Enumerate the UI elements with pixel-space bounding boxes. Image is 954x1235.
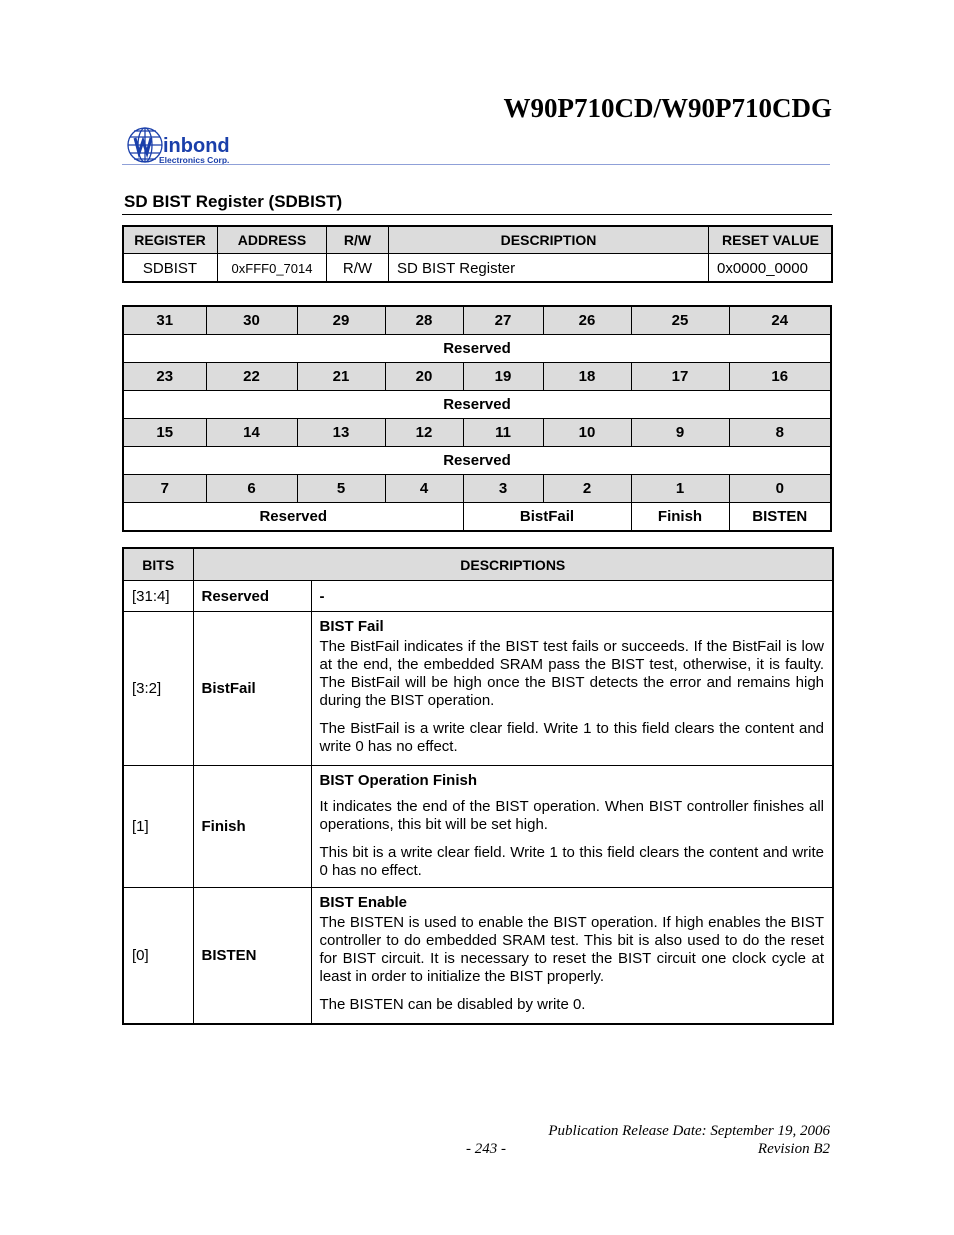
table-row bbox=[123, 581, 833, 612]
field-name: Finish bbox=[193, 766, 311, 888]
bit-number: 14 bbox=[206, 419, 297, 447]
bit-number: 4 bbox=[385, 475, 463, 503]
section-title: SD BIST Register (SDBIST) bbox=[124, 192, 343, 211]
bit-range: [0] bbox=[123, 888, 193, 1024]
column-header-rw: R/W bbox=[327, 226, 389, 254]
bit-number: 2 bbox=[543, 475, 631, 503]
bisten-field: BISTEN bbox=[729, 503, 831, 532]
svg-text:Electronics Corp.: Electronics Corp. bbox=[159, 155, 230, 165]
bit-number: 19 bbox=[463, 363, 543, 391]
description-paragraph: This bit is a write clear field. Write 1 to this field clears the content and write 0 has no effect. bbox=[319, 844, 825, 879]
bit-number-row bbox=[123, 419, 831, 447]
register-address: 0xFFF0_7014 bbox=[218, 254, 327, 283]
bit-number: 26 bbox=[543, 306, 631, 335]
register-description: SD BIST Register bbox=[389, 254, 709, 283]
bit-number: 6 bbox=[206, 475, 297, 503]
field-row bbox=[123, 447, 831, 475]
bit-number: 13 bbox=[297, 419, 385, 447]
revision-label: Revision B2 bbox=[757, 1141, 830, 1157]
bit-number: 9 bbox=[631, 419, 729, 447]
section-divider bbox=[122, 214, 832, 215]
column-header-descriptions: DESCRIPTIONS bbox=[193, 548, 833, 581]
bit-number: 28 bbox=[385, 306, 463, 335]
description-heading: BIST Fail bbox=[319, 618, 384, 635]
field-row bbox=[123, 391, 831, 419]
bit-number: 8 bbox=[729, 419, 831, 447]
bit-map-table bbox=[122, 305, 832, 532]
column-header-address: ADDRESS bbox=[218, 226, 327, 254]
bit-number: 27 bbox=[463, 306, 543, 335]
bit-number: 30 bbox=[206, 306, 297, 335]
register-name: SDBIST bbox=[123, 254, 218, 283]
bit-number: 5 bbox=[297, 475, 385, 503]
table-row bbox=[123, 766, 833, 888]
bit-number: 0 bbox=[729, 475, 831, 503]
reserved-field: Reserved bbox=[123, 447, 831, 475]
column-header-reset-value: RESET VALUE bbox=[709, 226, 833, 254]
description-heading: BIST Enable bbox=[319, 894, 408, 911]
field-name: BISTEN bbox=[193, 888, 311, 1024]
reserved-field: Reserved bbox=[123, 503, 463, 532]
field-description bbox=[311, 766, 833, 888]
description-paragraph: The BistFail is a write clear field. Write 1 to this field clears the content and write 0 has no effect. bbox=[319, 720, 825, 755]
reserved-field: Reserved bbox=[123, 335, 831, 363]
bit-number: 12 bbox=[385, 419, 463, 447]
bit-number: 22 bbox=[206, 363, 297, 391]
description-heading: BIST Operation Finish bbox=[319, 772, 478, 789]
bit-number: 20 bbox=[385, 363, 463, 391]
field-row bbox=[123, 503, 831, 532]
bit-number: 10 bbox=[543, 419, 631, 447]
table-row bbox=[123, 612, 833, 766]
table-row bbox=[123, 254, 833, 283]
bit-number: 18 bbox=[543, 363, 631, 391]
bit-number: 31 bbox=[123, 306, 206, 335]
bit-number: 11 bbox=[463, 419, 543, 447]
bit-number-row bbox=[123, 306, 831, 335]
bit-number: 29 bbox=[297, 306, 385, 335]
bit-number: 1 bbox=[631, 475, 729, 503]
bit-number-row bbox=[123, 475, 831, 503]
register-summary-table bbox=[122, 225, 833, 283]
column-header-bits: BITS bbox=[123, 548, 193, 581]
column-header-description: DESCRIPTION bbox=[389, 226, 709, 254]
field-name: BistFail bbox=[193, 612, 311, 766]
page-number: - 243 - bbox=[466, 1141, 506, 1157]
bit-number: 15 bbox=[123, 419, 206, 447]
bit-number: 24 bbox=[729, 306, 831, 335]
bit-description-table bbox=[122, 547, 834, 1025]
column-header-register: REGISTER bbox=[123, 226, 218, 254]
bit-number: 17 bbox=[631, 363, 729, 391]
finish-field: Finish bbox=[631, 503, 729, 532]
field-name: Reserved bbox=[193, 581, 311, 612]
field-description: - bbox=[311, 581, 833, 612]
document-title: W90P710CD/W90P710CDG bbox=[503, 93, 832, 123]
winbond-logo bbox=[127, 125, 252, 167]
register-access: R/W bbox=[327, 254, 389, 283]
description-paragraph: The BistFail indicates if the BIST test fails or succeeds. If the BistFail is low at the end, the embedded SRAM pass the BIST test, otherwise, it is faulty. The BistFail will be high once the BIST detects the error and remains high during the BIST operation. bbox=[319, 638, 825, 709]
field-description bbox=[311, 612, 833, 766]
description-paragraph: It indicates the end of the BIST operation. When BIST controller finishes all operations, this bit will be set high. bbox=[319, 798, 825, 833]
description-paragraph: The BISTEN can be disabled by write 0. bbox=[319, 996, 586, 1013]
description-paragraph: The BISTEN is used to enable the BIST operation. If high enables the BIST controller to do embedded SRAM test. This bit is also used to do the reset for BIST circuit. It is necessary to reset the BIST circuit one clock cycle at least in order to initialize the BIST properly. bbox=[319, 914, 825, 985]
bit-number-row bbox=[123, 363, 831, 391]
bit-number: 3 bbox=[463, 475, 543, 503]
bit-number: 7 bbox=[123, 475, 206, 503]
bit-number: 23 bbox=[123, 363, 206, 391]
bit-range: [3:2] bbox=[123, 612, 193, 766]
svg-text:inbond: inbond bbox=[163, 135, 230, 157]
table-row bbox=[123, 888, 833, 1024]
publication-release-date: Publication Release Date: September 19, 2006 bbox=[548, 1123, 830, 1139]
register-reset-value: 0x0000_0000 bbox=[709, 254, 833, 283]
bit-number: 25 bbox=[631, 306, 729, 335]
header-divider bbox=[122, 164, 830, 165]
bit-number: 16 bbox=[729, 363, 831, 391]
bit-range: [31:4] bbox=[123, 581, 193, 612]
field-description bbox=[311, 888, 833, 1024]
reserved-field: Reserved bbox=[123, 391, 831, 419]
bistfail-field: BistFail bbox=[463, 503, 631, 532]
bit-range: [1] bbox=[123, 766, 193, 888]
field-row bbox=[123, 335, 831, 363]
bit-number: 21 bbox=[297, 363, 385, 391]
